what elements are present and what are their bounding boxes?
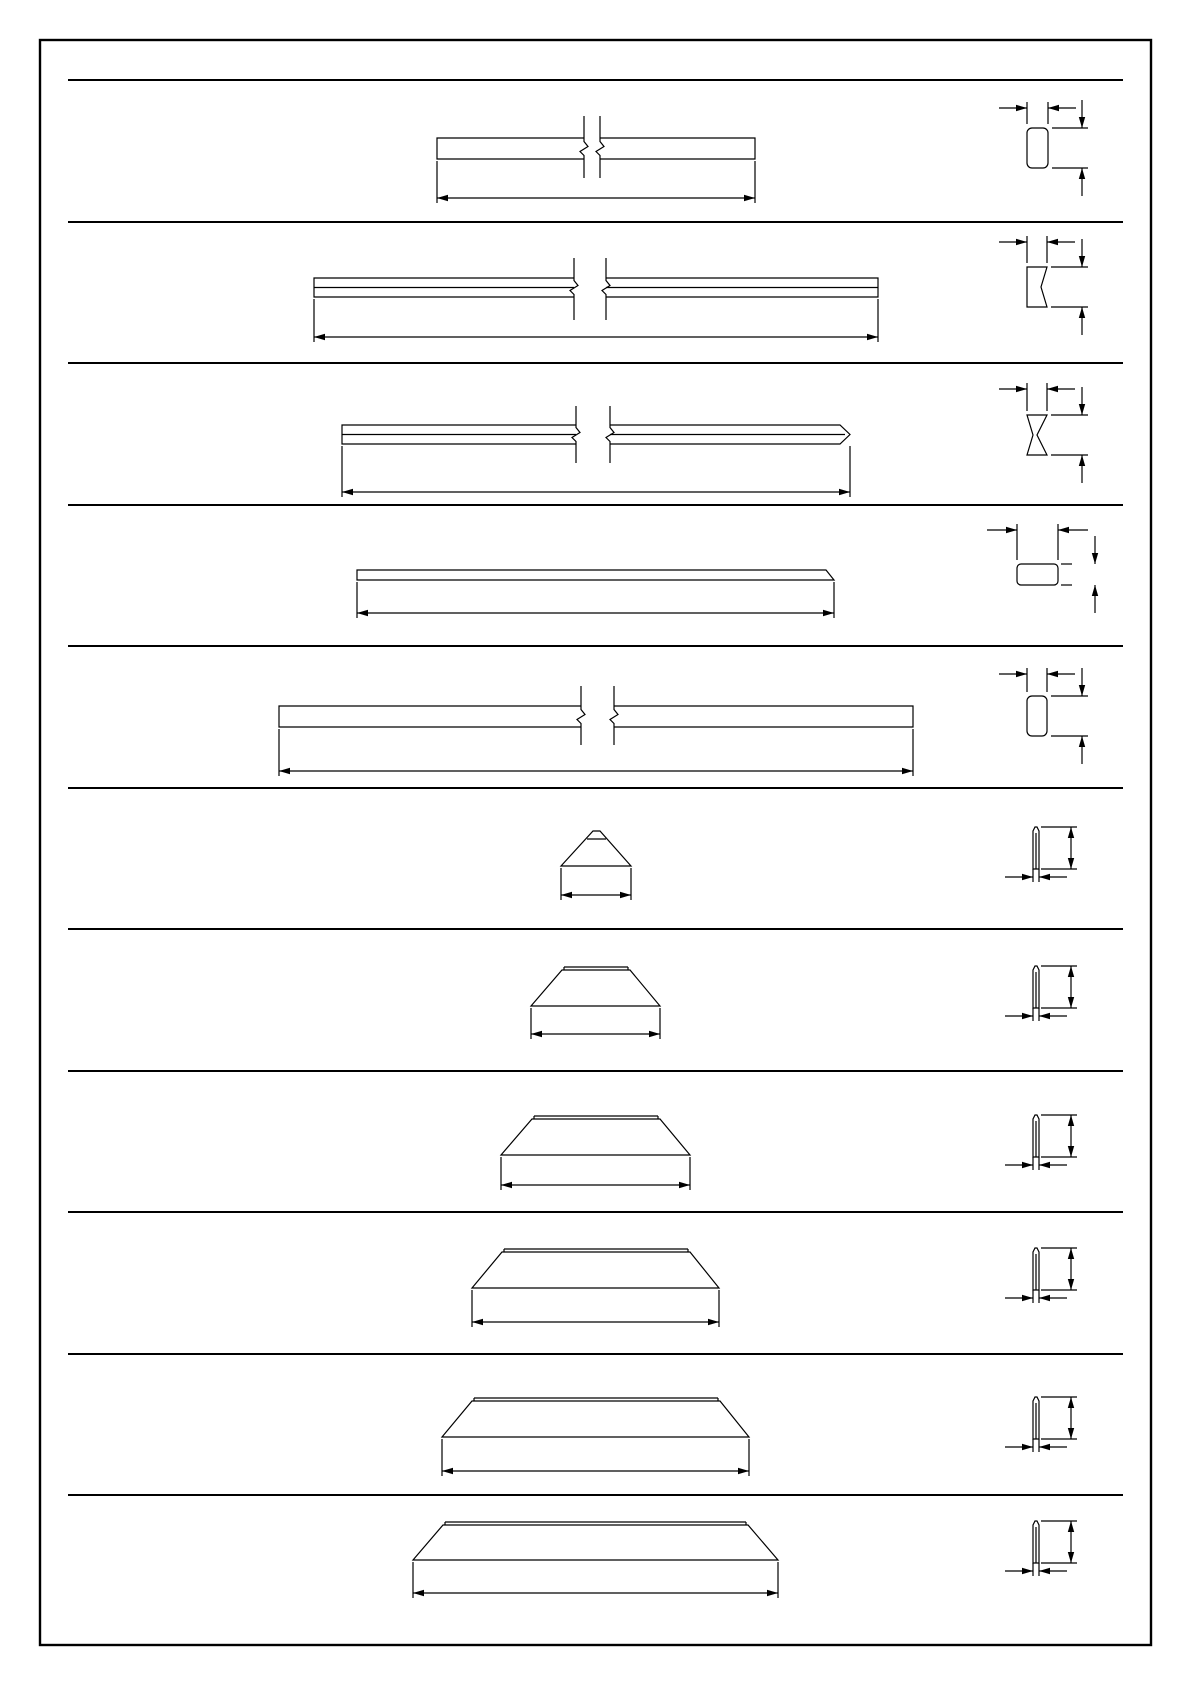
dimension-arrow — [314, 334, 325, 340]
dimension-arrow — [1068, 966, 1074, 977]
dimension-arrow — [1079, 307, 1085, 318]
dimension-arrow — [1079, 404, 1085, 415]
break-mark — [570, 258, 578, 320]
dimension-arrow — [1092, 585, 1098, 596]
bar-front-view — [437, 116, 755, 178]
break-mark — [577, 686, 585, 745]
cross-section-outline — [1017, 564, 1058, 585]
bar-left-segment — [437, 138, 584, 159]
bar-row-4 — [357, 570, 834, 618]
trapezoid-front-view — [442, 1398, 749, 1437]
dimension-arrow — [1039, 1295, 1050, 1301]
trapezoid-front-view — [561, 831, 631, 866]
dimension-arrow — [1058, 527, 1069, 533]
dimension-arrow — [1022, 1444, 1033, 1450]
trapezoid-front-view — [531, 967, 660, 1006]
bar-row-2 — [314, 258, 878, 342]
dimension-arrow — [1006, 527, 1017, 533]
dimension-arrow — [501, 1182, 512, 1188]
dimension-arrow — [531, 1031, 542, 1037]
dimension-arrow — [744, 195, 755, 201]
dimension-arrow — [1068, 1521, 1074, 1532]
dimension-arrow — [1016, 105, 1027, 111]
trapezoid-outline — [561, 831, 631, 866]
dimension-arrow — [738, 1468, 749, 1474]
dimension-arrow — [279, 768, 290, 774]
dimension-arrow — [1022, 1568, 1033, 1574]
dimension-arrow — [442, 1468, 453, 1474]
break-mark — [596, 116, 604, 178]
dimension-arrow — [679, 1182, 690, 1188]
side-profile-view — [1005, 966, 1077, 1021]
cross-section-row-2 — [999, 236, 1088, 335]
cross-section-row-4 — [987, 524, 1098, 613]
dimension-arrow — [1047, 671, 1058, 677]
trapezoid-outline — [413, 1525, 778, 1560]
trapezoid-row-2 — [531, 966, 1077, 1039]
dimension-arrow — [1079, 256, 1085, 267]
dimension-arrow — [1047, 239, 1058, 245]
rows — [279, 100, 1098, 1598]
dimension-arrow — [649, 1031, 660, 1037]
dimension-arrow — [1039, 874, 1050, 880]
dimension-arrow — [1079, 685, 1085, 696]
dimension-arrow — [1022, 1295, 1033, 1301]
dimension-arrow — [1016, 386, 1027, 392]
dimension-arrow — [1068, 1428, 1074, 1439]
dimension-arrow — [342, 489, 353, 495]
dimension-arrow — [1068, 827, 1074, 838]
cross-section-outline — [1027, 128, 1048, 168]
dimension-arrow — [1039, 1444, 1050, 1450]
side-profile-view — [1005, 1397, 1077, 1452]
dimension-arrow — [1048, 105, 1059, 111]
side-profile-view — [1005, 1521, 1077, 1576]
break-mark — [610, 686, 618, 745]
dimension-arrow — [767, 1590, 778, 1596]
row-separators — [68, 80, 1123, 1495]
side-profile-view — [1005, 1115, 1077, 1170]
sheet-frame — [40, 40, 1151, 1645]
trapezoid-outline — [442, 1401, 749, 1437]
dimension-arrow — [1068, 1115, 1074, 1126]
dimension-arrow — [1022, 874, 1033, 880]
dimension-arrow — [839, 489, 850, 495]
dimension-arrow — [823, 610, 834, 616]
bar-front-view — [357, 570, 834, 580]
trapezoid-row-6 — [413, 1521, 1077, 1598]
dimension-arrow — [1016, 671, 1027, 677]
bar-row-1 — [437, 116, 755, 203]
bar-outline — [357, 570, 834, 580]
trapezoid-outline — [501, 1119, 690, 1155]
dimension-arrow — [1079, 455, 1085, 466]
trapezoid-row-3 — [501, 1115, 1077, 1190]
trapezoid-outline — [472, 1252, 719, 1288]
dimension-arrow — [1079, 736, 1085, 747]
cross-section-row-5 — [999, 668, 1088, 764]
trapezoid-row-4 — [472, 1248, 1077, 1327]
bar-front-view — [314, 258, 878, 320]
dimension-arrow — [1039, 1013, 1050, 1019]
break-mark — [580, 116, 588, 178]
dimension-arrow — [1039, 1162, 1050, 1168]
dimension-arrow — [1079, 168, 1085, 179]
bar-right-segment — [614, 706, 913, 727]
bar-front-view — [279, 686, 913, 745]
dimension-arrow — [1039, 1568, 1050, 1574]
dimension-arrow — [413, 1590, 424, 1596]
side-profile-view — [1005, 1248, 1077, 1303]
dimension-arrow — [1068, 1552, 1074, 1563]
break-mark — [602, 258, 610, 320]
cross-section-row-1 — [999, 100, 1088, 196]
dimension-arrow — [1022, 1162, 1033, 1168]
dimension-arrow — [1068, 1146, 1074, 1157]
dimension-arrow — [1068, 1397, 1074, 1408]
dimension-arrow — [620, 892, 631, 898]
dimension-arrow — [1047, 386, 1058, 392]
side-profile-view — [1005, 827, 1077, 882]
trapezoid-front-view — [472, 1249, 719, 1288]
bar-row-5 — [279, 686, 913, 776]
dimension-arrow — [437, 195, 448, 201]
bar-front-view — [342, 406, 850, 463]
dimension-arrow — [1068, 1248, 1074, 1259]
trapezoid-outline — [531, 970, 660, 1006]
bar-row-3 — [342, 406, 850, 497]
trapezoid-front-view — [413, 1522, 778, 1560]
trapezoid-front-view — [501, 1116, 690, 1155]
dimension-arrow — [357, 610, 368, 616]
cross-section-outline — [1027, 267, 1047, 307]
trapezoid-row-1 — [561, 827, 1077, 900]
dimension-arrow — [1016, 239, 1027, 245]
cross-section-outline — [1027, 696, 1047, 736]
dimension-arrow — [902, 768, 913, 774]
bar-left-segment — [279, 706, 581, 727]
dimension-arrow — [867, 334, 878, 340]
dimension-arrow — [1079, 117, 1085, 128]
dimension-arrow — [561, 892, 572, 898]
dimension-arrow — [1068, 1279, 1074, 1290]
cross-section-outline — [1027, 415, 1047, 455]
dimension-arrow — [1068, 858, 1074, 869]
dimension-arrow — [708, 1319, 719, 1325]
cross-section-row-3 — [999, 383, 1088, 483]
bar-right-segment — [600, 138, 755, 159]
dimension-arrow — [1068, 997, 1074, 1008]
dimension-arrow — [472, 1319, 483, 1325]
dimension-arrow — [1092, 553, 1098, 564]
dimension-arrow — [1022, 1013, 1033, 1019]
trapezoid-row-5 — [442, 1397, 1077, 1476]
